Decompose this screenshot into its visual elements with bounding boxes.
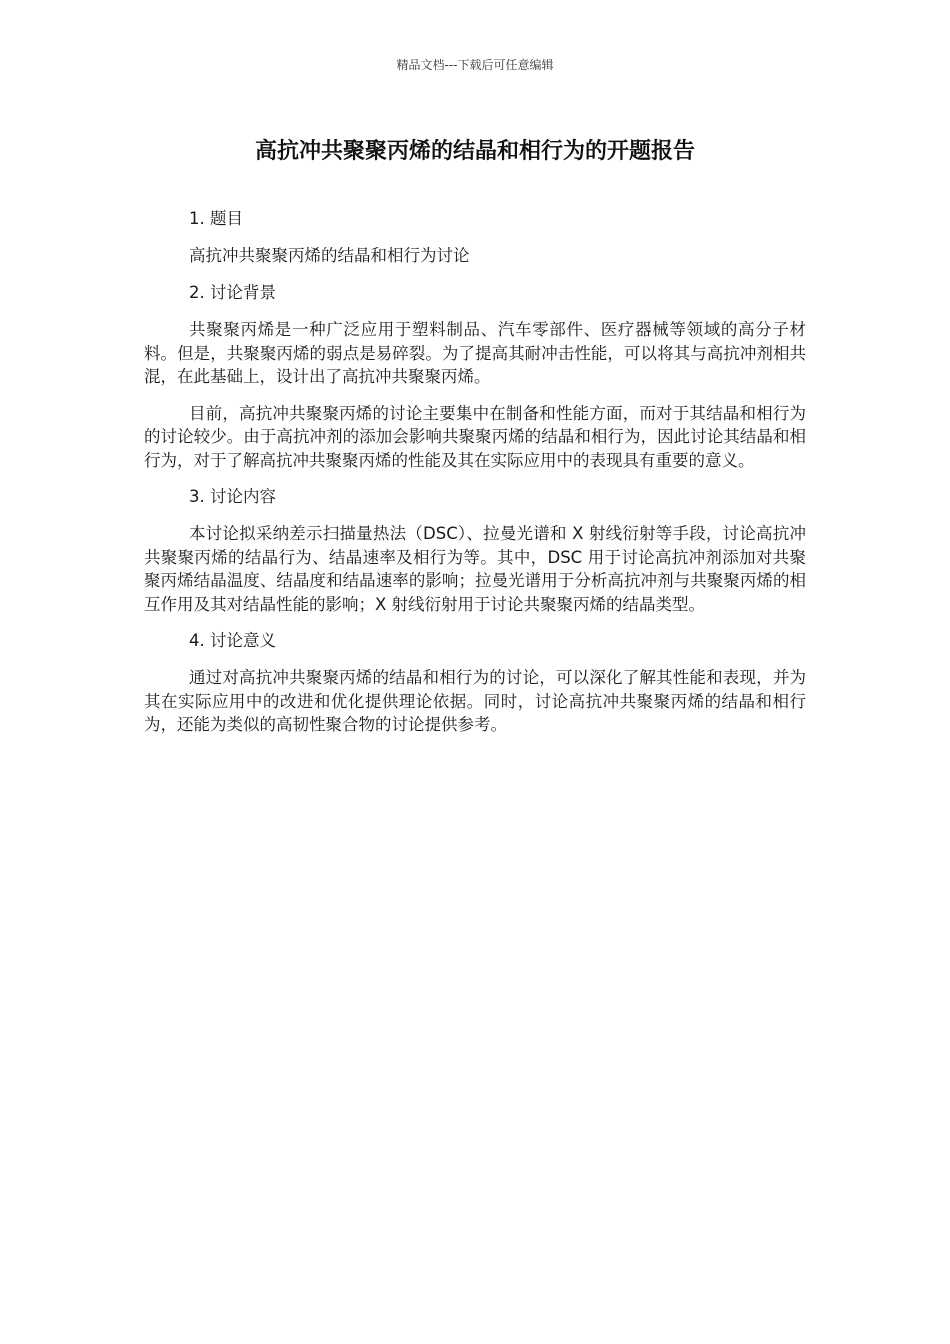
document-body xyxy=(144,207,806,750)
section-heading-content: 3. 讨论内容 xyxy=(189,487,276,506)
document-title: 高抗冲共聚聚丙烯的结晶和相行为的开题报告 xyxy=(254,139,695,164)
content-paragraph: 本讨论拟采纳差示扫描量热法（DSC）、拉曼光谱和 X 射线衍射等手段，讨论高抗冲共聚聚丙烯的结晶行为、结晶速率及相行为等。其中，DSC 用于讨论高抗冲剂添加对共聚聚丙烯结晶温度、结晶度和结晶速率的影响；拉曼光谱用于分析高抗冲剂与共聚聚丙烯的相互作用及其对结晶性能的影响；X 射线衍射用于讨论共聚聚丙烯的结晶类型。 xyxy=(144,524,806,614)
section-heading-background: 2. 讨论背景 xyxy=(189,283,276,302)
significance-paragraph: 通过对高抗冲共聚聚丙烯的结晶和相行为的讨论，可以深化了解其性能和表现，并为其在实际应用中的改进和优化提供理论依据。同时，讨论高抗冲共聚聚丙烯的结晶和相行为，还能为类似的高韧性聚合物的讨论提供参考。 xyxy=(144,668,806,734)
background-paragraph-2: 目前，高抗冲共聚聚丙烯的讨论主要集中在制备和性能方面，而对于其结晶和相行为的讨论较少。由于高抗冲剂的添加会影响共聚聚丙烯的结晶和相行为，因此讨论其结晶和相行为，对于了解高抗冲共聚聚丙烯的性能及其在实际应用中的表现具有重要的意义。 xyxy=(144,403,806,470)
topic-text: 高抗冲共聚聚丙烯的结晶和相行为讨论 xyxy=(189,246,470,265)
background-paragraph-1: 共聚聚丙烯是一种广泛应用于塑料制品、汽车零部件、医疗器械等领域的高分子材料。但是，共聚聚丙烯的弱点是易碎裂。为了提高其耐冲击性能，可以将其与高抗冲剂相共混，在此基础上，设计出了高抗冲共聚聚丙烯。 xyxy=(144,320,806,386)
page-header-watermark: 精品文档---下载后可任意编辑 xyxy=(396,58,554,72)
section-heading-significance: 4. 讨论意义 xyxy=(189,631,276,650)
section-heading-topic: 1. 题目 xyxy=(189,209,243,228)
